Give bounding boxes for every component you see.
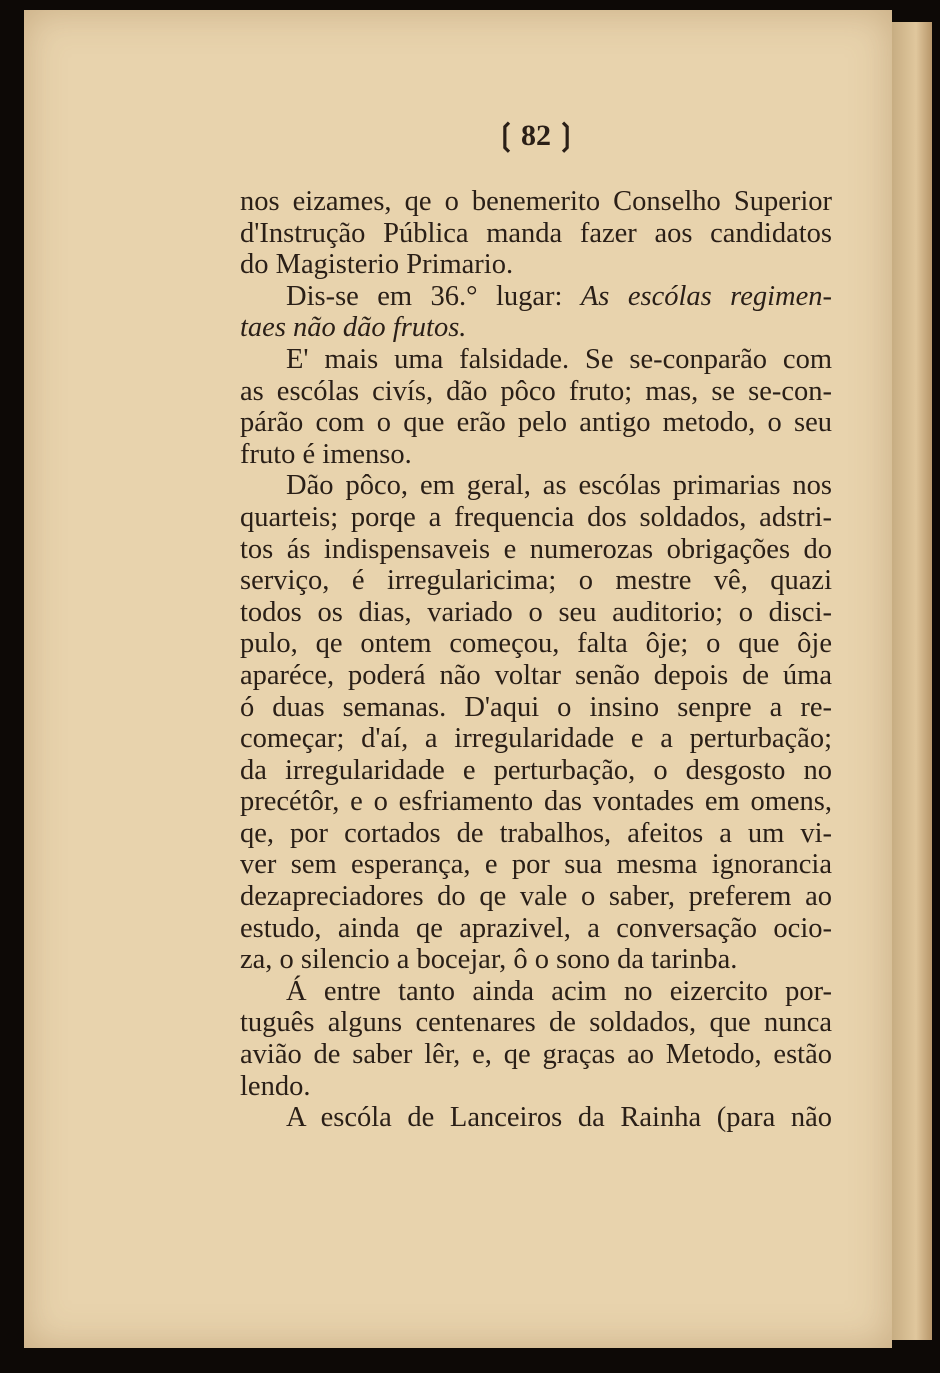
text-line-content: tos ás indispensaveis e numerozas obrigações do (240, 533, 832, 565)
text-line (240, 660, 832, 692)
text-line (240, 944, 832, 976)
text-line (240, 818, 832, 850)
text-line-content: A escóla de Lanceiros da Rainha (para não (286, 1102, 832, 1134)
text-line (240, 502, 832, 534)
text-line-content: da irregularidade e perturbação, o desgosto no (240, 754, 832, 786)
text-line (240, 344, 832, 376)
text-line-content: E' mais uma falsidade. Se se-conparão com (286, 343, 832, 375)
text-line (240, 407, 832, 439)
text-line-content: dezapreciadores do qe vale o saber, preferem ao (240, 881, 832, 913)
text-line-content: Dão pôco, em geral, as escólas primarias nos (286, 470, 832, 502)
text-line-italic: taes não dão frutos. (240, 312, 467, 344)
text-line-content: za, o silencio a bocejar, ô o sono da tarinba. (240, 944, 738, 976)
ornament-left-icon: ❲ (493, 119, 521, 152)
text-line (240, 1007, 832, 1039)
text-line (240, 281, 832, 313)
text-line (240, 786, 832, 818)
text-line-italic: As escólas regimen- (580, 280, 832, 312)
text-line-content: as escólas civís, dão pôco fruto; mas, se se-con- (240, 375, 832, 407)
text-line-content: ó duas semanas. D'aqui o insino senpre a re- (240, 691, 832, 723)
text-line-content: Á entre tanto ainda acim no eizercito por- (286, 975, 832, 1007)
text-line (240, 628, 832, 660)
text-line-content: serviço, é irregularicima; o mestre vê, quazi (240, 565, 832, 597)
text-line (240, 881, 832, 913)
text-line (240, 186, 832, 218)
text-line-content: Dis-se em 36.° lugar: (286, 280, 581, 312)
text-line (240, 1039, 832, 1071)
text-line (240, 976, 832, 1008)
ornament-right-icon: ❳ (551, 119, 579, 152)
text-line (240, 218, 832, 250)
text-line-content: aparéce, poderá não voltar senão depois de úma (240, 659, 832, 691)
text-line (240, 597, 832, 629)
text-line (240, 913, 832, 945)
text-line (240, 755, 832, 787)
text-line (240, 534, 832, 566)
text-line-content: qe, por cortados de trabalhos, afeitos a um vi- (240, 817, 832, 849)
page-number-value: 82 (521, 119, 551, 152)
text-line (240, 1102, 832, 1134)
text-line-content: ver sem esperança, e por sua mesma ignorancia (240, 849, 832, 881)
text-line-content: todos os dias, variado o seu auditorio; o disci- (240, 596, 832, 628)
text-line-content: começar; d'aí, a irregularidade e a perturbação; (240, 723, 832, 755)
text-line (240, 312, 832, 344)
text-line (240, 249, 832, 281)
text-line-content: tuguês alguns centenares de soldados, que nunca (240, 1007, 832, 1039)
text-line-content: d'Instrução Pública manda fazer aos candidatos (240, 217, 832, 249)
text-line-content: párão com o que erão pelo antigo metodo, o seu (240, 407, 832, 439)
text-line-content: precétôr, e o esfriamento das vontades em omens, (240, 786, 832, 818)
text-line (240, 376, 832, 408)
text-line (240, 1071, 832, 1103)
next-page-edge (892, 22, 932, 1340)
text-line-content: estudo, ainda qe aprazivel, a conversação ocio- (240, 912, 832, 944)
text-line-content: do Magisterio Primario. (240, 249, 514, 281)
text-line (240, 849, 832, 881)
text-line-content: pulo, qe ontem começou, falta ôje; o que ôje (240, 628, 832, 660)
text-line-content: nos eizames, qe o benemerito Conselho Superior (240, 186, 832, 217)
page-number (486, 118, 586, 154)
text-line-content: quarteis; porqe a frequencia dos soldados, adstri- (240, 501, 832, 533)
text-line (240, 692, 832, 724)
text-line-content: fruto é imenso. (240, 438, 412, 470)
page-text (240, 186, 832, 1134)
text-line (240, 723, 832, 755)
text-line (240, 439, 832, 471)
text-line-content: lendo. (240, 1070, 311, 1102)
text-line (240, 565, 832, 597)
text-line (240, 470, 832, 502)
text-line-content: avião de saber lêr, e, qe graças ao Metodo, estão (240, 1039, 832, 1071)
